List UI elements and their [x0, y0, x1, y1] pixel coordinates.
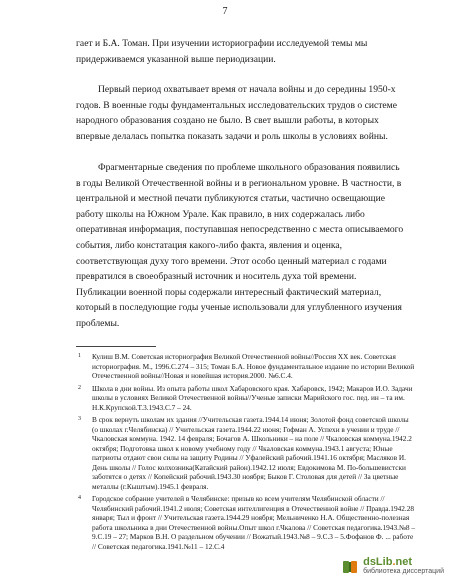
- paragraph-2: [76, 82, 406, 144]
- footnote-text: Школа в дни войны. Из опыта работы школ Хабаровского края. Хабаровск, 1942; Макаров И.О. Задачи школы в условиях Великой Отечественной войны//Ученые записки Марийского гос. пед. ин – та им. Н.К.Крупской.Т.3.1943.С.7 – 24.: [92, 383, 413, 412]
- watermark-subtitle: библиотека диссертаций: [363, 568, 444, 575]
- watermark-name-dot: .: [392, 556, 396, 568]
- footnote-text: Кулиш В.М. Советская историография Великой Отечественной войны//Россия XX век. Советская историография. М., 1996.С.274 – 315; Томан Б.А. Новое фундаментальное издание по истории Великой Отечественной войны//Новая и новейшая история.2000. №6.С.4.: [92, 352, 415, 380]
- watermark-name-right: net: [395, 556, 412, 568]
- footnote-text: В срок вернуть школам их здания //Учительская газета.1944.14 июня; Золотой фонд советской школы (о школах г.Челябинска) // Учительская газета.1944.22 июня; Гофман А. Успехи в учении и труде // Чкаловская коммуна. 1942. 14 февраля; Бочагов А. Школьники – на поле // Чкаловская коммуна.1942.2 октября; Подготовка школ к новому учебному году // Чкаловская коммуна.1943.1 августа; Юные патриоты отдают свои силы на защиту Родины // Уфалейский рабочий.1941.16 октября; Масляков И. День школы // Голос колхозника(Катайский район).1942.12 июля; Евдокимова М. По-большевистски заботятся о детях // Копейский рабочий.1943.30 ноября; Быков Г. Столовая для детей // За цветные металлы (г.Кыштым).1945.1 февраля.: [92, 415, 412, 491]
- watermark-name: [363, 558, 444, 567]
- footnotes: [76, 352, 416, 554]
- footnote-divider: [76, 346, 156, 347]
- paragraph-text: Первый период охватывает время от начала войны и до середины 1950-х годов. В военные годы фундаментальных исследовательских трудов о системе народного образования создано не было. В свет вышли работы, в которых впервые делалась попытка показать задачи и роль школы в условиях войны.: [76, 84, 397, 142]
- book-icon: [341, 558, 359, 576]
- paragraph-3: [76, 160, 406, 332]
- footnote: [76, 352, 416, 381]
- footnote-text: Городское собрание учителей в Челябинске: призыв ко всем учителям Челябинской области // Челябинский рабочий.1941.2 июля; Советская интеллигенция в Отечественной войне // Правда.1942.28 января; Тыл и фронт // Учительская газета.1944.29 ноября; Мельниченко Н.А. Общественно-полезная работа школьника в дни Отечественной войны.Опыт школ г.Чкалова // Советская педагогика.1943.№8 – 9.С.19 – 27; Марков В.Н. О раздельном обучении // Вожатый.1943.№8 – 9.С.3 – 5.Фофанов Ф. ... работе // Советская педагогика.1941.№11 – 12.С.4: [92, 494, 416, 551]
- page-number: 7: [222, 6, 228, 17]
- watermark-logo[interactable]: [341, 556, 444, 578]
- watermark-name-left: dsLib: [363, 556, 393, 568]
- footnote: [76, 494, 416, 551]
- watermark-text: [363, 558, 444, 576]
- footnote: [76, 415, 416, 491]
- footnote-number: 1: [78, 353, 81, 359]
- footnote-number: 4: [78, 495, 81, 501]
- paragraph-1: [76, 36, 406, 67]
- footnote-number: 2: [78, 384, 81, 391]
- paragraph-text: Фрагментарные сведения по проблеме школьного образования появились в годы Великой Отечественной войны и в региональном уровне. В частности, в центральной и местной печати публикуются статьи, частично освещающие работу школы на Южном Урале. Как правило, в них содержалась либо оперативная информация, поступавшая непосредственно с места описываемого события, либо констатация какого-либо факта, явления и оценка, соответствующая духу того времени. Этот особо ценный материал с годами превратился в своеобразный источник и носитель духа той времени. Публикации военной поры содержали интересный фактический материал, который в последующие годы ученые использовали для углубленного изучения проблемы.: [76, 162, 404, 329]
- footnote-number: 3: [78, 416, 81, 422]
- footnote: [76, 384, 416, 413]
- paragraph-text: гает и Б.А. Томан. При изучении историографии исследуемой темы мы придерживаемся указанной выше периодизации.: [76, 38, 368, 65]
